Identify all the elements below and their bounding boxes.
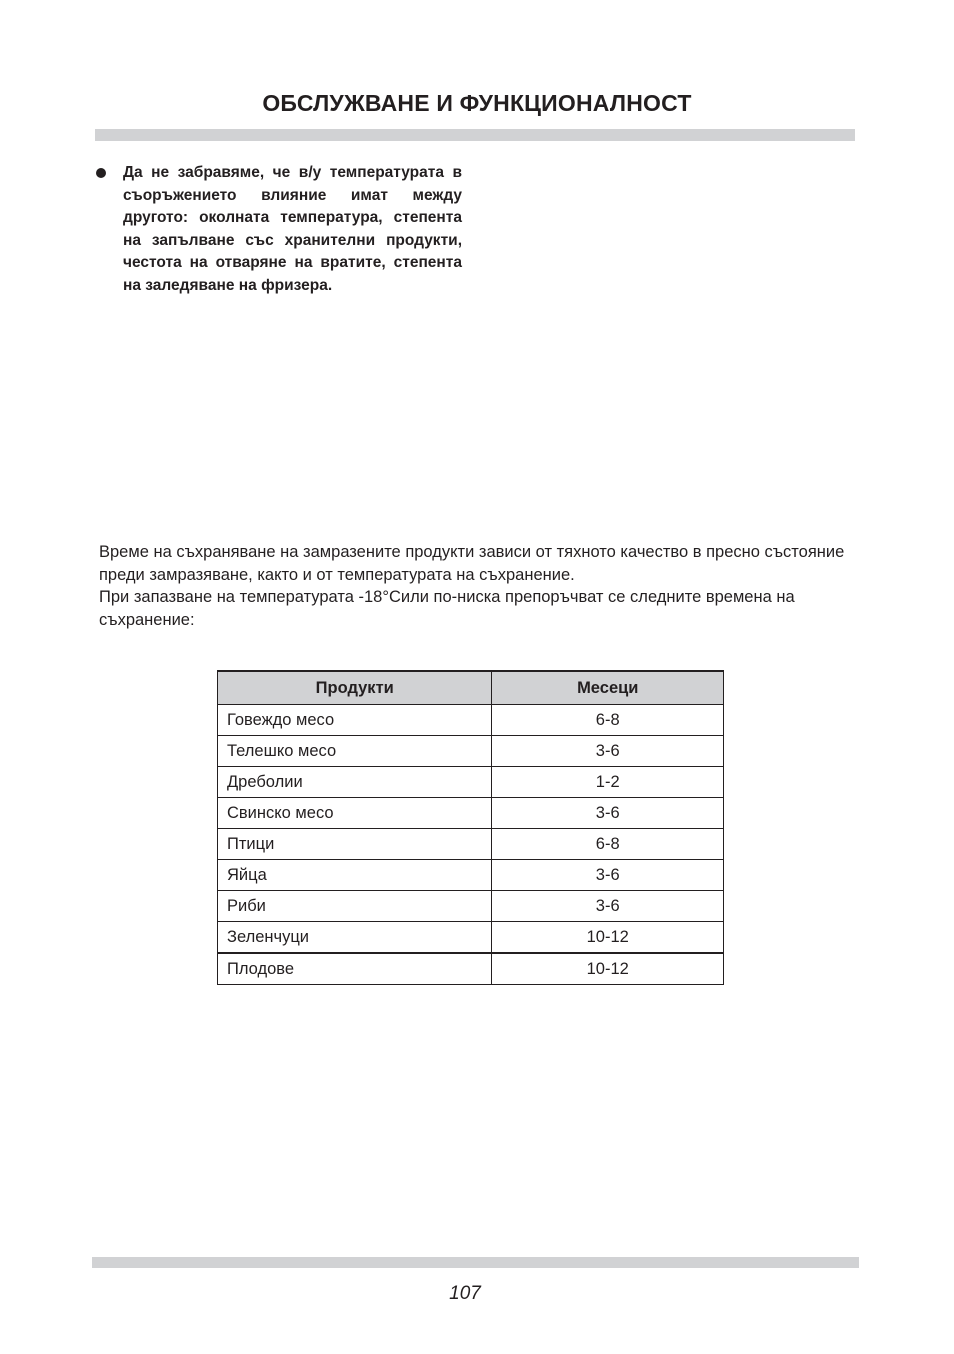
table-row: [218, 891, 724, 922]
table-row: [218, 953, 724, 985]
table-header-row: [218, 671, 724, 705]
column-header-products: Продукти: [218, 671, 492, 705]
product-cell: Птици: [218, 829, 492, 860]
table-row: [218, 829, 724, 860]
note-text: Да не забравяме, че в/у температурата в съоръжението влияние имат между другото: околната температура, степента на запълване със хранителни продукти, честота на отваряне на вратите, степента на заледяване на фризера.: [123, 164, 462, 294]
note-bullet: [96, 162, 462, 297]
months-cell: 6-8: [492, 829, 724, 860]
intro-paragraph-2: При запазване на температурата -18°Сили по-ниска препоръчват се следните времена на съхранение:: [99, 588, 795, 629]
table-row: [218, 767, 724, 798]
product-cell: Телешко месо: [218, 736, 492, 767]
months-cell: 6-8: [492, 705, 724, 736]
page-number: 107: [449, 1283, 481, 1304]
product-cell: Свинско месо: [218, 798, 492, 829]
months-cell: 3-6: [492, 798, 724, 829]
page-title: ОБСЛУЖВАНЕ И ФУНКЦИОНАЛНОСТ: [262, 90, 692, 116]
table-row: [218, 736, 724, 767]
table-row: [218, 860, 724, 891]
product-cell: Яйца: [218, 860, 492, 891]
months-cell: 10-12: [492, 922, 724, 954]
months-cell: 10-12: [492, 953, 724, 985]
months-cell: 3-6: [492, 736, 724, 767]
product-cell: Риби: [218, 891, 492, 922]
column-header-months: Месеци: [492, 671, 724, 705]
product-cell: Дреболии: [218, 767, 492, 798]
months-cell: 3-6: [492, 891, 724, 922]
storage-time-table: [217, 670, 724, 985]
months-cell: 3-6: [492, 860, 724, 891]
bullet-dot-icon: [96, 168, 106, 178]
product-cell: Плодове: [218, 953, 492, 985]
intro-text: [99, 541, 849, 631]
table-row: [218, 705, 724, 736]
product-cell: Зеленчуци: [218, 922, 492, 954]
footer-divider: [92, 1257, 859, 1268]
months-cell: 1-2: [492, 767, 724, 798]
intro-paragraph-1: Време на съхраняване на замразените продукти зависи от тяхното качество в пресно състояние преди замразяване, както и от температурата на съхранение.: [99, 543, 845, 584]
product-cell: Говеждо месо: [218, 705, 492, 736]
table-row: [218, 922, 724, 954]
table-row: [218, 798, 724, 829]
header-divider: [95, 129, 855, 141]
